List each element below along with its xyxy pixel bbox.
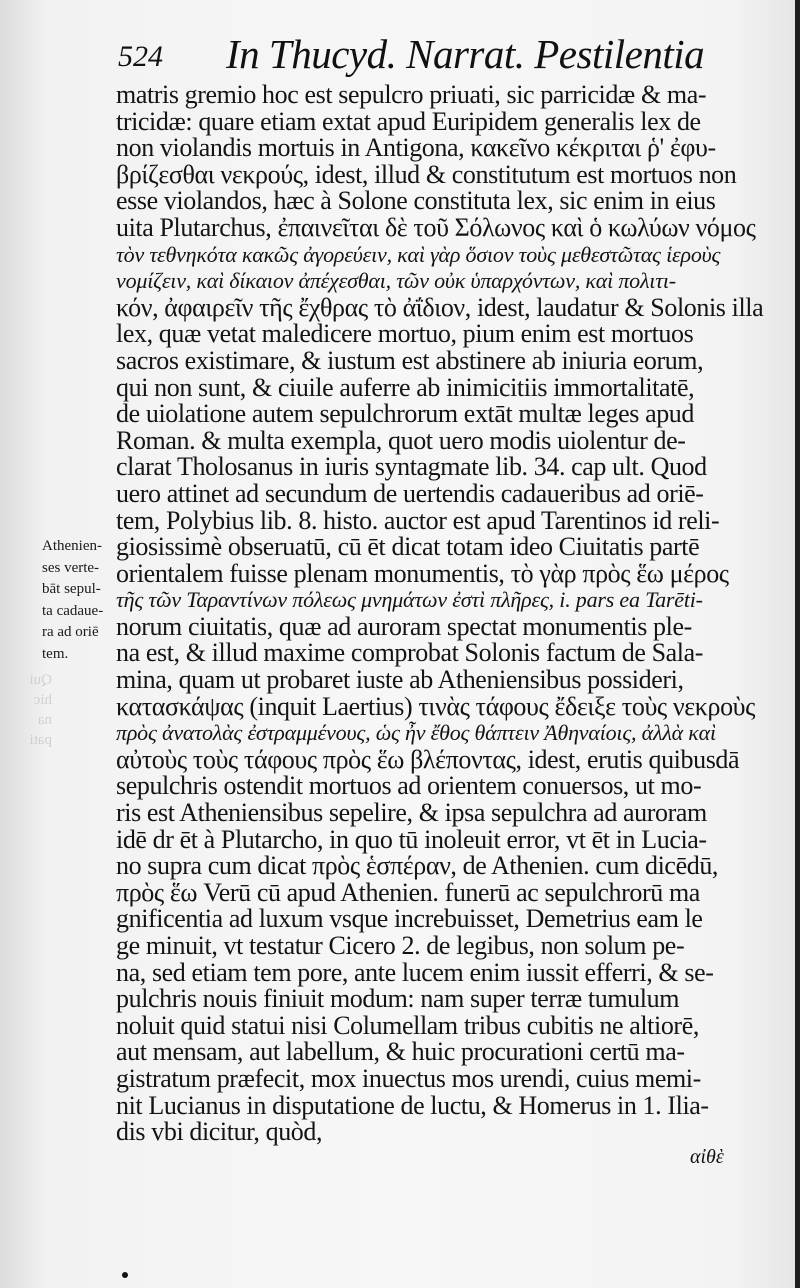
text-line: idē dr ēt à Plutarcho, in quo tū inoleuit error, vt ēt in Lucia-: [116, 824, 707, 854]
text-line: sepulchris ostendit mortuos ad orientem conuersos, ut mo-: [116, 771, 702, 801]
margin-note-line: ra ad oriē: [42, 624, 99, 640]
text-line: lex, quæ vetat maledicere mortuo, pium enim est mortuos: [116, 319, 694, 349]
text-line: pulchris nouis finiuit modum: nam super terræ tumulum: [116, 984, 680, 1014]
catchword: αἰθὲ: [690, 1146, 724, 1168]
text-line: giosissimè obseruatū, cū ēt dicat totam ideo Ciuitatis partē: [116, 532, 700, 562]
text-line: na, sed etiam tem pore, ante lucem enim iussit efferri, & se-: [116, 957, 714, 987]
margin-note-line: ta cadaue-: [42, 602, 104, 619]
bleed-through-text: Qui hic na pati: [29, 672, 52, 748]
text-line: gistratum præfecit, mox inuectus mos urendi, cuius memi-: [116, 1063, 701, 1093]
margin-note-line: bāt sepul-: [42, 581, 101, 597]
text-line: κατασκάψας (inquit Laertius) τινὰς τάφους ἔδειξε τοὺς νεκροὺς: [116, 691, 756, 721]
text-line: esse violandos, hæc à Solone constituta lex, sic enim in eius: [116, 186, 716, 216]
text-line: gnificentia ad luxum vsque increbuisset, Demetrius eam le: [116, 904, 703, 934]
ink-speck: [122, 1272, 128, 1278]
text-line: βρίζεσθαι νεκρούς, idest, illud & constitutum est mortuos non: [116, 159, 737, 189]
margin-note-line: ses verte-: [42, 559, 100, 576]
margin-note-line: tem.: [42, 645, 69, 662]
text-line: sacros existimare, & iustum est abstinere ab iniuria eorum,: [116, 345, 704, 375]
text-line: τῆς τῶν Ταραντίνων πόλεως μνημάτων ἐστὶ πλῆρες, i. pars ea Tarēti-: [116, 587, 703, 613]
text-line: non violandis mortuis in Antigona, κακεῖνο κέκριται ῥ' ἐφυ-: [116, 133, 716, 163]
text-line: tem, Polybius lib. 8. histo. auctor est apud Tarentinos id reli-: [116, 505, 720, 535]
text-line: mina, quam ut probaret iuste ab Atheniensibus possideri,: [116, 665, 684, 695]
body-text: [116, 82, 766, 1146]
text-line: τὸν τεθνηκότα κακῶς ἀγορεύειν, καὶ γὰρ ὅσιον τοὺς μεθεστῶτας ἱεροὺς: [116, 241, 721, 267]
text-line: uita Plutarchus, ἐπαινεῖται δὲ τοῦ Σόλωνος καὶ ὁ κωλύων νόμος: [116, 212, 756, 242]
text-line: uero attinet ad secundum de uertendis cadaueribus ad oriē-: [116, 478, 704, 508]
page-number: 524: [118, 40, 163, 73]
text-line: αὐτοὺς τοὺς τάφους πρὸς ἕω βλέποντας, idest, erutis quibusdā: [116, 744, 740, 774]
text-line: clarat Tholosanus in iuris syntagmate lib. 34. cap ult. Quod: [116, 452, 707, 482]
text-line: νομίζειν, καὶ δίκαιον ἀπέχεσθαι, τῶν οὐκ ὑπαρχόντων, καὶ πολιτι-: [116, 268, 676, 294]
text-line: noluit quid statui nisi Columellam tribus cubitis ne altiorē,: [116, 1010, 699, 1040]
margin-note: [42, 536, 116, 665]
text-line: nit Lucianus in disputatione de luctu, & Homerus in 1. Ilia-: [116, 1090, 709, 1120]
text-line: orientalem fuisse plenam monumentis, τὸ γὰρ πρὸς ἕω μέρος: [116, 558, 729, 588]
text-line: Roman. & multa exempla, quot uero modis uiolentur de-: [116, 425, 686, 455]
page-edge-shadow: [795, 0, 800, 1288]
page-header: [118, 30, 758, 78]
margin-note-line: Athenien-: [42, 538, 102, 554]
text-line: dis vbi dicitur, quòd,: [116, 1117, 323, 1147]
text-line: πρὸς ἕω Verū cū apud Athenien. funerū ac sepulchrorū ma: [116, 877, 700, 907]
text-line: de uiolatione autem sepulchrorum extāt multæ leges apud: [116, 399, 695, 429]
text-line: na est, & illud maxime comprobat Solonis factum de Sala-: [116, 638, 704, 668]
text-line: ge minuit, vt testatur Cicero 2. de legibus, non solum pe-: [116, 931, 685, 960]
text-line: ris est Atheniensibus sepelire, & ipsa sepulchra ad auroram: [116, 798, 707, 828]
text-line: norum ciuitatis, quæ ad auroram spectat monumentis ple-: [116, 611, 692, 641]
text-line: matris gremio hoc est sepulcro priuati, sic parricidæ & ma-: [116, 80, 707, 109]
text-line: aut mensam, aut labellum, & huic procurationi certū ma-: [116, 1037, 685, 1067]
text-line: tricidæ: quare etiam extat apud Euripidem generalis lex de: [116, 106, 701, 136]
running-title: In Thucyd. Narrat. Pestilentia: [226, 31, 705, 77]
text-line: qui non sunt, & ciuile auferre ab inimicitiis immortalitatē,: [116, 372, 695, 402]
text-line: κόν, ἀφαιρεῖν τῆς ἔχθρας τὸ ἀΐδιον, idest, laudatur & Solonis illa: [116, 292, 764, 322]
text-line: no supra cum dicat πρὸς ἑσπέραν, de Athenien. cum dicēdū,: [116, 851, 719, 881]
text-line: πρὸς ἀνατολὰς ἐστραμμένους, ὡς ἦν ἔθος θάπτειν Ἀθηναίοις, ἀλλὰ καὶ: [116, 720, 716, 746]
